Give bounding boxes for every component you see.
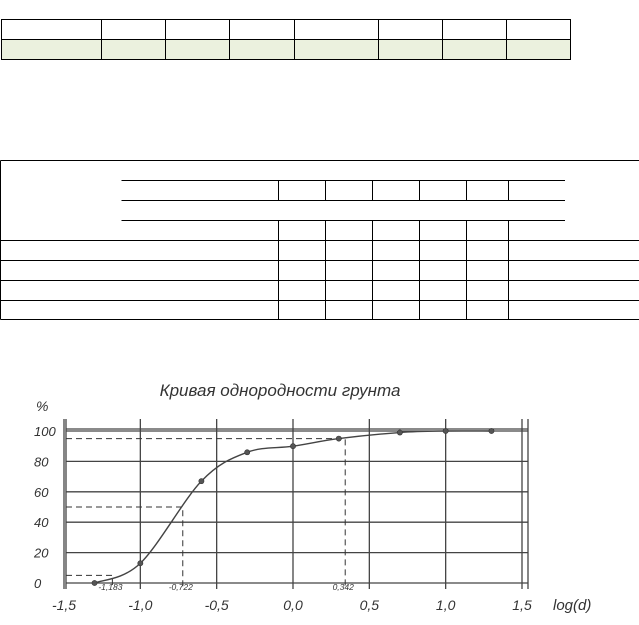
chart-svg [0,370,639,620]
table-row [2,20,571,40]
data-point [397,430,402,435]
table-cell [378,40,442,60]
table-grid [1,161,639,320]
data-point [138,561,143,566]
table-cell [2,20,102,40]
y-tick-label: 20 [33,546,49,561]
y-axis-label: % [36,398,48,414]
table-cell [506,40,570,60]
y-tick-label: 80 [34,454,49,469]
grain-size-table [1,0,571,60]
table-cell [506,20,570,40]
data-point [489,428,494,433]
y-tick-label: 100 [34,424,56,439]
y-tick-label: 60 [34,485,49,500]
table-cell [442,40,506,60]
y-tick-label: 40 [34,515,49,530]
x-tick-label: -1,0 [128,597,152,613]
chart-grid [64,419,528,589]
table-cell [166,20,230,40]
table-cell [294,40,378,60]
x-axis-label: log(d) [553,597,591,614]
x-tick-label: 1,5 [512,597,532,613]
data-point [199,479,204,484]
guide-value-label: -0,722 [169,582,193,592]
table-cell [102,40,166,60]
table-cell [294,20,378,40]
y-tick-label: 0 [34,576,42,591]
table-row [2,0,571,20]
soil-uniformity-chart [0,370,639,620]
x-tick-label: 0,5 [360,597,380,613]
guide-value-label: 0,342 [333,582,355,592]
data-point [290,444,295,449]
table-cell [102,20,166,40]
table-row [2,40,571,60]
chart-title: Кривая однородности грунта [160,381,401,400]
table-cell [2,0,571,20]
guide-value-label: -1,183 [98,582,122,592]
guide-line [66,507,183,589]
data-point [92,580,97,585]
table-cell [230,40,294,60]
x-tick-label: -1,5 [52,597,76,613]
table-cell [166,40,230,60]
table-cell [442,20,506,40]
table-cell [230,20,294,40]
x-tick-label: -0,5 [205,597,229,613]
x-tick-label: 0,0 [283,597,303,613]
table-cell [2,40,102,60]
data-point [245,450,250,455]
data-point [443,428,448,433]
x-tick-label: 1,0 [436,597,456,613]
table-cell [378,20,442,40]
uniformity-table [0,158,639,323]
data-point [336,436,341,441]
